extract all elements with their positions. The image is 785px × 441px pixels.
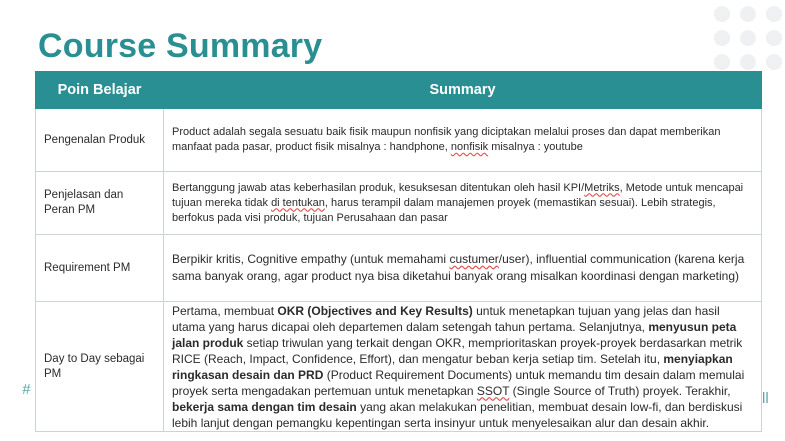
decorative-dot-grid xyxy=(712,4,785,64)
background-trailing-text: ll xyxy=(762,390,769,407)
summary-bold-text: menyiapkan ringkasan desain dan PRD xyxy=(172,351,733,382)
row-label: Pengenalan Produk xyxy=(36,109,164,172)
table-row xyxy=(36,172,762,235)
summary-text: Berpikir kritis, Cognitive empathy (untuk memahami xyxy=(172,252,450,266)
summary-bold-text: OKR (Objectives and Key Results) xyxy=(277,303,473,318)
summary-text: , Metode untuk mencapai tujuan mereka tidak xyxy=(172,181,744,209)
summary-text: setiap triwulan yang terkait dengan OKR, memprioritaskan proyek-proyek berdasarkan metrik RICE (Reach, Impact, Confidence, Effort), dan mengatur beban kerja setiap tim. Setelah itu, xyxy=(172,335,743,366)
table-header-row xyxy=(36,72,762,109)
row-label: Day to Day sebagai PM xyxy=(36,302,164,432)
summary-text: yang akan melakukan penelitian, membuat desain low-fi, dan berdiskusi lebih lanjut dengan pemangku kepentingan serta insinyur untuk menyelesaikan alur dan desain akhir. xyxy=(172,399,743,430)
summary-bold-text: menyusun peta jalan produk xyxy=(172,319,737,350)
summary-text: di tentukan xyxy=(271,196,325,209)
table-row xyxy=(36,235,762,302)
row-summary xyxy=(164,109,762,172)
summary-text: SSOT xyxy=(476,383,510,398)
summary-text: nonfisik xyxy=(450,141,489,153)
column-header-summary: Summary xyxy=(164,72,762,109)
table-row xyxy=(36,109,762,172)
table-row xyxy=(36,302,762,432)
summary-text: untuk menetapkan tujuan yang jelas dan hasil utama yang harus dicapai oleh departemen dalam setengah tahun pertama. Selanjutnya, xyxy=(172,303,720,334)
background-hashtag-text: # xyxy=(22,381,31,398)
row-summary xyxy=(164,235,762,302)
row-summary xyxy=(164,302,762,432)
row-summary xyxy=(164,172,762,235)
page-title: Course Summary xyxy=(38,27,323,65)
summary-text: Metriks xyxy=(584,181,620,194)
summary-bold-text: bekerja sama dengan tim desain xyxy=(172,399,357,414)
summary-text: Pertama, membuat xyxy=(172,303,278,318)
course-summary-table xyxy=(35,71,762,432)
row-label: Requirement PM xyxy=(36,235,164,302)
column-header-poin-belajar: Poin Belajar xyxy=(36,72,164,109)
summary-text: Bertanggung jawab atas keberhasilan produk, kesuksesan ditentukan oleh hasil KPI/ xyxy=(172,181,585,194)
summary-text: , harus terampil dalam manajemen proyek (memastikan sesuai). Lebih strategis, berfokus pada visi produk, tujuan Perusahaan dan pasar xyxy=(172,196,716,224)
summary-text: /user), influential communication (karena kerja sama banyak orang, agar product nya bisa diketahui banyak orang misalkan koordinasi dengan marketing) xyxy=(172,252,745,283)
summary-text: (Product Requirement Documents) untuk memandu tim desain dalam memulai proyek serta mengadakan pertemuan untuk menetapkan xyxy=(172,367,745,398)
summary-text: custumer xyxy=(449,252,499,266)
summary-text: Product adalah segala sesuatu baik fisik maupun nonfisik yang diciptakan melalui proses dan dapat memberikan manfaat pada pasar, product fisik misalnya : handphone, xyxy=(172,126,721,153)
summary-text: (Single Source of Truth) proyek. Terakhir, xyxy=(509,383,731,398)
summary-text: misalnya : youtube xyxy=(488,141,583,153)
row-label: Penjelasan dan Peran PM xyxy=(36,172,164,235)
